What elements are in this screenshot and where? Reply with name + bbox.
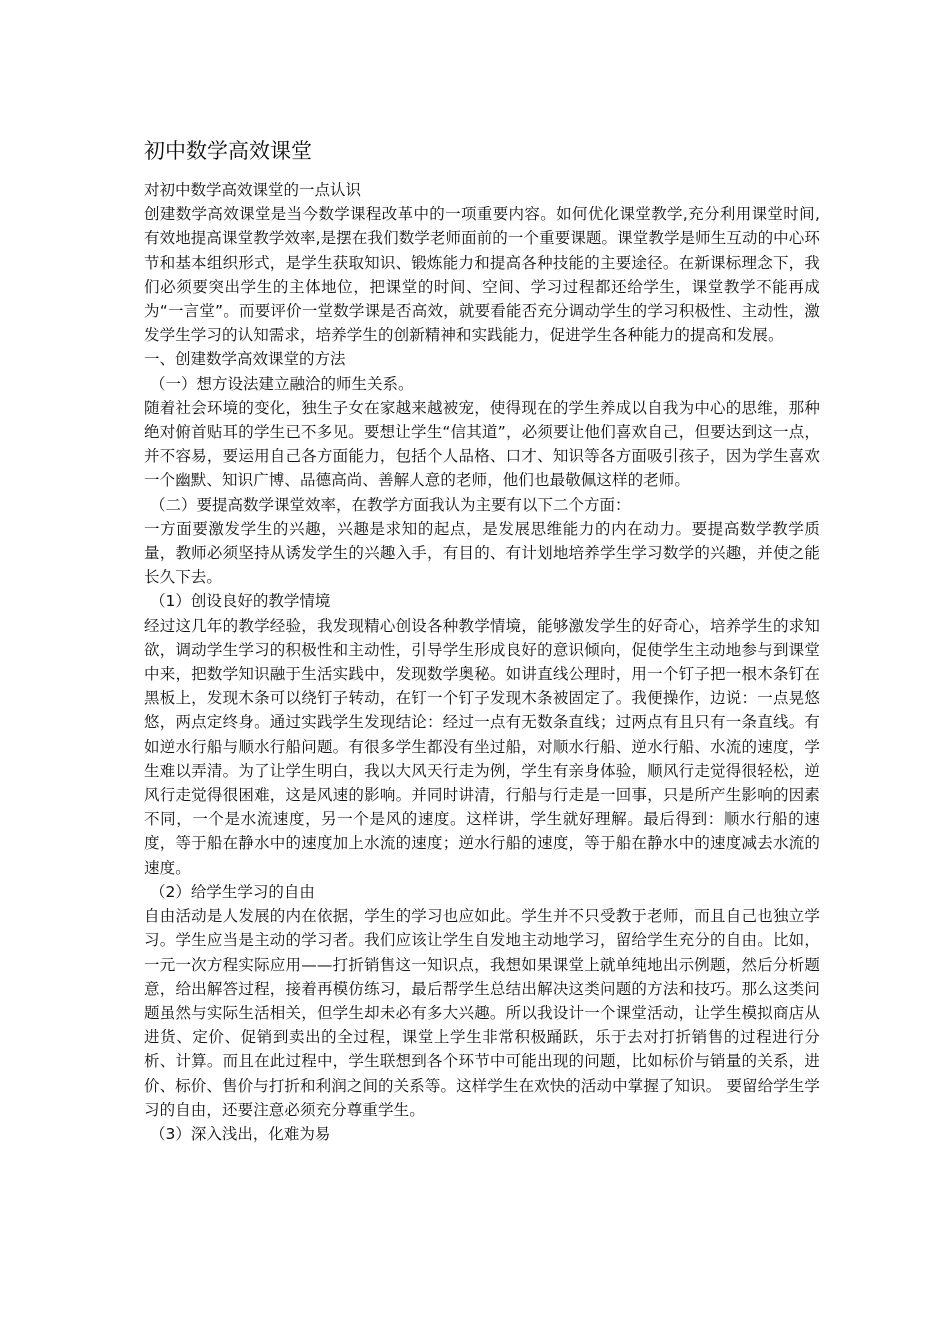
point-heading-situation: （1）创设良好的教学情境 xyxy=(150,592,331,611)
document-subtitle: 对初中数学高效课堂的一点认识 xyxy=(144,181,362,199)
subsection-heading-relationship: （一）想方设法建立融洽的师生关系。 xyxy=(150,374,414,393)
intro-paragraph: 创建数学高效课堂是当今数学课程改革中的一项重要内容。如何优化课堂教学,充分利用课堂时间,有效地提高课堂教学效率,是摆在我们数学老师面前的一个重要课题。课堂教学是师生互动的中心环节和基本组织形式，是学生获取知识、锻炼能力和提高各种技能的主要途径。在新课标理念下，我们必须要突出学生的主体地位，把课堂的时间、空间、学习过程都还给学生，课堂教学不能再成为“一言堂”。而要评价一堂数学课是否高效，就要看能否充分调动学生的学习积极性、主动性，激发学生学习的认知需求，培养学生的创新精神和实践能力，促进学生各种能力的提高和发展。 xyxy=(144,205,820,345)
point-heading-freedom: （2）给学生学习的自由 xyxy=(150,882,315,901)
document-title: 初中数学高效课堂 xyxy=(144,139,312,163)
relationship-paragraph: 随着社会环境的变化，独生子女在家越来越被宠，使得现在的学生养成以自我为中心的思维，那种绝对俯首贴耳的学生已不多见。要想让学生“信其道”，必须要让他们喜欢自己，但要达到这一点，并不容易，要运用自己各方面能力，包括个人品格、口才、知识等各方面吸引孩子，因为学生喜欢一个幽默、知识广博、品德高尚、善解人意的老师，他们也最敬佩这样的老师。 xyxy=(144,398,820,490)
efficiency-paragraph: 一方面要激发学生的兴趣，兴趣是求知的起点，是发展思维能力的内在动力。要提高数学教学质量，教师必须坚持从诱发学生的兴趣入手，有目的、有计划地培养学生学习数学的兴趣，并使之能长久下去。 xyxy=(144,519,820,587)
section-heading-methods: 一、创建数学高效课堂的方法 xyxy=(144,350,346,369)
document-page xyxy=(144,137,820,1146)
subsection-heading-efficiency: （二）要提高数学课堂效率，在教学方面我认为主要有以下二个方面： xyxy=(150,495,631,514)
situation-paragraph: 经过这几年的教学经验，我发现精心创设各种教学情境，能够激发学生的好奇心，培养学生的求知欲，调动学生学习的积极性和主动性，引导学生形成良好的意识倾向，促使学生主动地参与到课堂中来，把数学知识融于生活实践中，发现数学奥秘。如讲直线公理时，用一个钉子把一根木条钉在黑板上，发现木条可以绕钉子转动，在钉一个钉子发现木条被固定了。我便操作，边说：一点晃悠悠，两点定终身。通过实践学生发现结论：经过一点有无数条直线；过两点有且只有一条直线。有如逆水行船与顺水行船问题。有很多学生都没有坐过船，对顺水行船、逆水行船、水流的速度，学生难以弄清。为了让学生明白，我以大风天行走为例，学生有亲身体验，顺风行走觉得很轻松，逆风行走觉得很困难，这是风速的影响。并同时讲清，行船与行走是一回事，只是所产生影响的因素不同，一个是水流速度，另一个是风的速度。这样讲，学生就好理解。最后得到：顺水行船的速度，等于船在静水中的速度加上水流的速度；逆水行船的速度，等于船在静水中的速度减去水流的速度。 xyxy=(144,616,820,877)
freedom-paragraph: 自由活动是人发展的内在依据，学生的学习也应如此。学生并不只受教于老师，而且自己也独立学习。学生应当是主动的学习者。我们应该让学生自发地主动地学习，留给学生充分的自由。比如，一元一次方程实际应用——打折销售这一知识点，我想如果课堂上就单纯地出示例题，然后分析题意，给出解答过程，接着再模仿练习，最后帮学生总结出解决这类问题的方法和技巧。那么这类问题虽然与实际生活相关，但学生却未必有多大兴趣。所以我设计一个课堂活动，让学生模拟商店从进货、定价、促销到卖出的全过程，课堂上学生非常积极踊跃，乐于去对打折销售的过程进行分析、计算。而且在此过程中，学生联想到各个环节中可能出现的问题，比如标价与销量的关系，进价、标价、售价与打折和利润之间的关系等。这样学生在欢快的活动中掌握了知识。 要留给学生学习的自由，还要注意必须充分尊重学生。 xyxy=(144,907,820,1119)
point-heading-simplify: （3）深入浅出，化难为易 xyxy=(150,1124,331,1143)
